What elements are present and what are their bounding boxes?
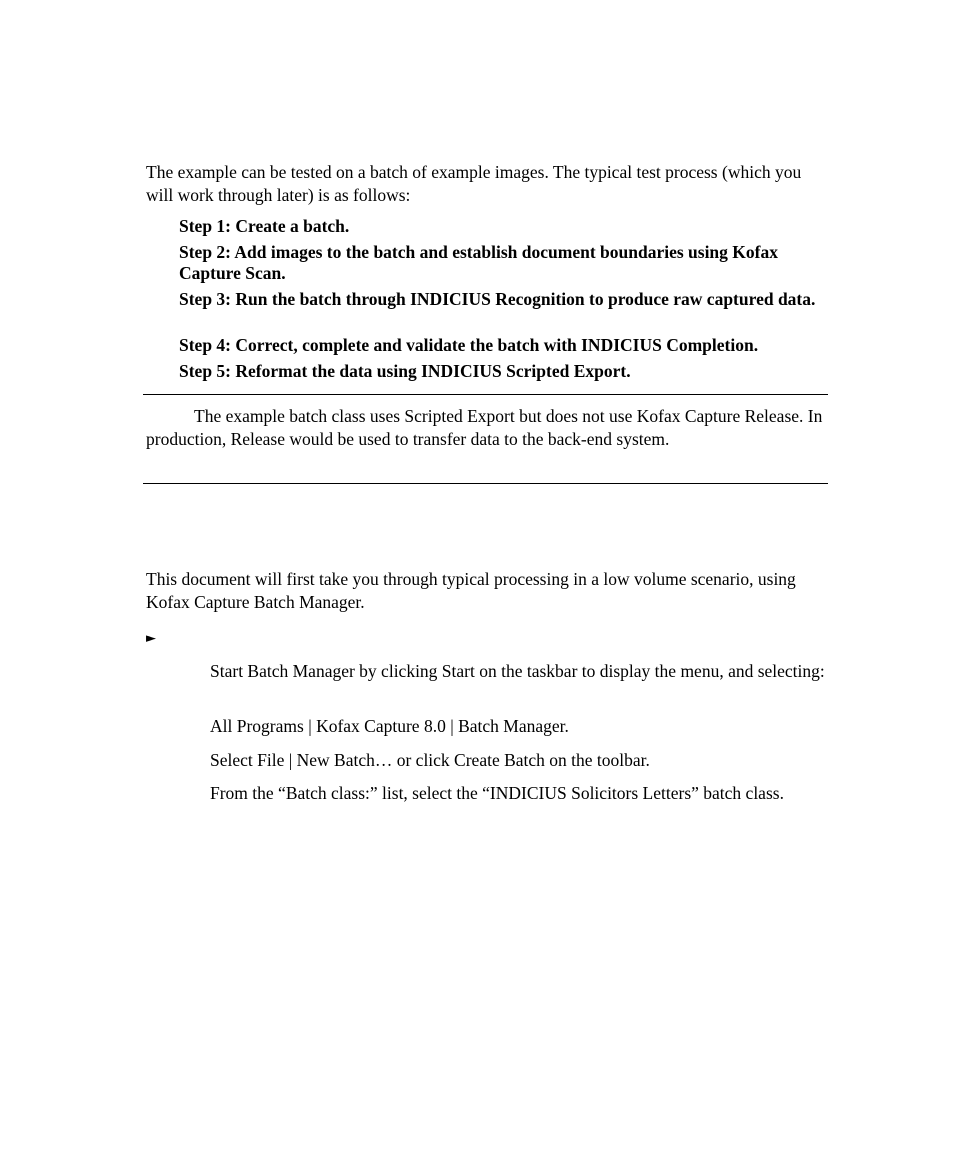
- note-top-divider: [143, 394, 828, 395]
- procedure-arrow-icon: ►: [146, 631, 156, 646]
- instruction-3: Select File | New Batch… or click Create Batch on the toolbar.: [210, 750, 650, 770]
- instruction-2: All Programs | Kofax Capture 8.0 | Batch Manager.: [210, 716, 569, 736]
- instruction-4: From the “Batch class:” list, select the “INDICIUS Solicitors Letters” batch class.: [210, 783, 784, 803]
- intro-paragraph: The example can be tested on a batch of example images. The typical test process (which you will work through later) is as follows:: [146, 162, 802, 205]
- note-bottom-divider: [143, 483, 828, 484]
- instruction-1: Start Batch Manager by clicking Start on the taskbar to display the menu, and selecting:: [210, 661, 825, 681]
- step-3: Step 3: Run the batch through INDICIUS Recognition to produce raw captured data.: [179, 289, 816, 309]
- section-paragraph: This document will first take you through typical processing in a low volume scenario, using Kofax Capture Batch Manager.: [146, 569, 796, 612]
- step-4: Step 4: Correct, complete and validate the batch with INDICIUS Completion.: [179, 335, 759, 355]
- step-5: Step 5: Reformat the data using INDICIUS Scripted Export.: [179, 361, 631, 381]
- step-2: Step 2: Add images to the batch and establish document boundaries using Kofax Capture Scan.: [179, 242, 778, 283]
- note-paragraph: The example batch class uses Scripted Export but does not use Kofax Capture Release. In production, Release would be used to transfer data to the back-end system.: [146, 406, 823, 449]
- step-1: Step 1: Create a batch.: [179, 216, 350, 236]
